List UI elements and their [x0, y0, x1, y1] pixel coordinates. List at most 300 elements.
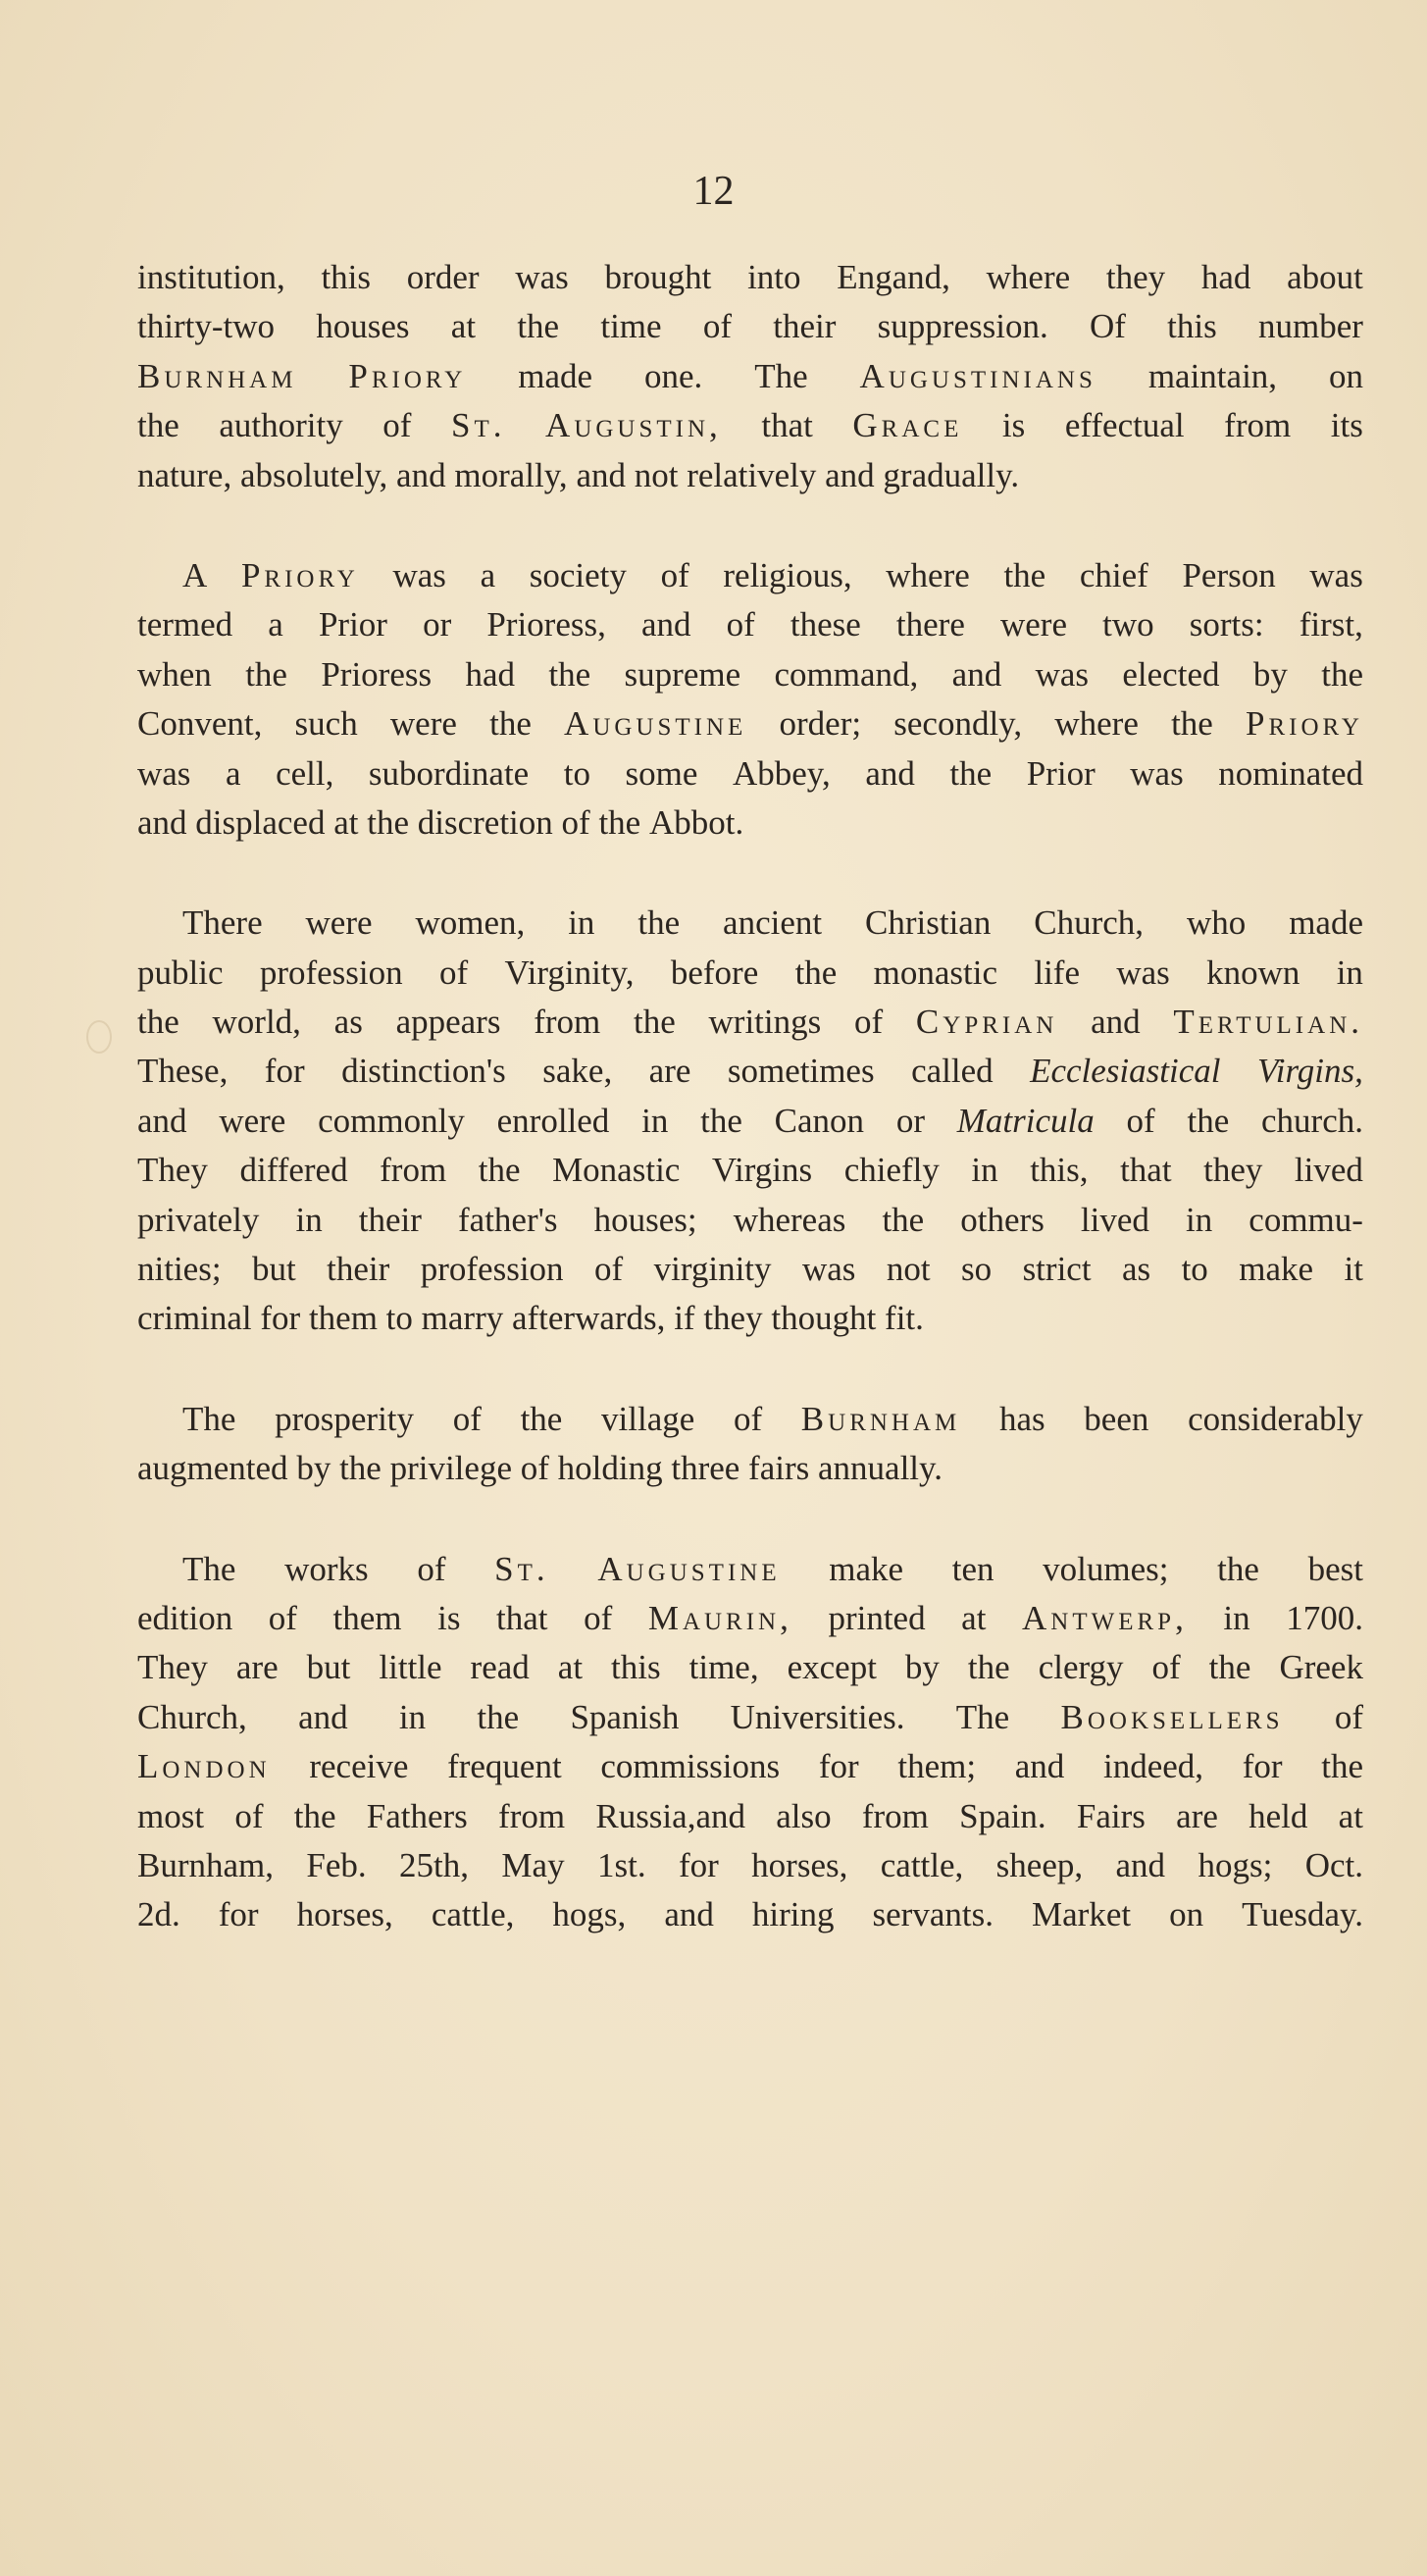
word: The — [955, 1697, 1010, 1736]
word: of — [382, 406, 412, 445]
word: Of — [1089, 307, 1126, 346]
word: Prior — [1026, 753, 1096, 793]
word: into — [747, 258, 801, 296]
word: time — [600, 307, 662, 346]
word: Burnham — [137, 356, 297, 395]
word: suppression. — [877, 307, 1048, 346]
paragraph — [137, 551, 1363, 848]
word: horses, — [751, 1845, 848, 1884]
word: were — [999, 605, 1067, 644]
word: they — [1105, 258, 1166, 296]
word: strict — [1022, 1250, 1092, 1289]
word: from — [380, 1151, 447, 1190]
word: and — [396, 455, 446, 494]
word: about — [1287, 258, 1363, 296]
word: from — [1224, 406, 1292, 445]
word: on — [1169, 1895, 1204, 1934]
word: of — [660, 555, 689, 594]
word: time, — [688, 1648, 759, 1687]
word: discretion — [417, 802, 553, 842]
word: The — [182, 1399, 236, 1438]
word: called — [911, 1052, 994, 1091]
paragraph — [137, 253, 1363, 500]
word: from — [498, 1796, 566, 1835]
word: sheep, — [995, 1845, 1084, 1884]
word: and — [865, 753, 915, 793]
word: virginity — [653, 1250, 772, 1289]
word: if — [674, 1299, 695, 1338]
text-block — [137, 253, 1363, 1991]
paragraph — [137, 899, 1363, 1344]
text-line — [137, 253, 1363, 302]
word: at — [961, 1598, 987, 1637]
word: was — [1309, 555, 1363, 594]
word: appears — [395, 1003, 501, 1042]
word: nature, — [137, 455, 232, 494]
word: cell, — [276, 753, 334, 793]
word: village — [601, 1399, 695, 1438]
word: and — [576, 455, 626, 494]
text-line — [137, 551, 1363, 600]
word: criminal — [137, 1299, 252, 1338]
word: of — [726, 605, 755, 644]
word: was — [392, 555, 446, 594]
paragraph — [137, 1395, 1363, 1494]
word: that — [1120, 1151, 1172, 1190]
word: the — [1003, 555, 1046, 594]
word: that — [496, 1598, 548, 1637]
word: at — [333, 802, 359, 842]
word: most — [137, 1796, 205, 1835]
word: except — [787, 1648, 877, 1687]
word: servants. — [872, 1895, 994, 1934]
text-line — [137, 1841, 1363, 1890]
word: these — [790, 605, 861, 644]
word: the — [339, 1449, 382, 1488]
word: this — [321, 258, 372, 296]
word: by — [1252, 654, 1288, 694]
word: commonly — [318, 1101, 465, 1140]
word: are — [1176, 1796, 1218, 1835]
word: as — [333, 1003, 363, 1042]
word: lived — [1080, 1200, 1149, 1239]
word: gradually. — [883, 455, 1020, 494]
word: and — [1091, 1003, 1141, 1042]
word: number — [1258, 307, 1363, 346]
word: Augustinians — [859, 356, 1096, 395]
word: houses — [316, 307, 410, 346]
word: in — [971, 1151, 998, 1190]
word: of — [733, 1399, 763, 1438]
word: morally, — [454, 455, 568, 494]
word: absolutely, — [239, 455, 388, 494]
word: Priory — [1246, 704, 1363, 744]
word: from — [534, 1003, 601, 1042]
word: by — [904, 1648, 940, 1687]
word: nities; — [137, 1250, 222, 1289]
paper-blemish — [86, 1020, 112, 1054]
word: 25th, — [399, 1845, 470, 1884]
word: there — [895, 605, 965, 644]
word: command, — [774, 654, 919, 694]
word: society — [529, 555, 627, 594]
word: Market — [1032, 1895, 1132, 1934]
word: but — [306, 1648, 351, 1687]
word: Monastic — [552, 1151, 681, 1190]
word: the — [882, 1200, 925, 1239]
word: who — [1186, 903, 1247, 943]
word: to — [1181, 1250, 1208, 1289]
word: Fathers — [366, 1796, 468, 1835]
text-line — [137, 799, 1363, 848]
word: Tertulian. — [1173, 1003, 1363, 1042]
text-line — [137, 1742, 1363, 1791]
word: the — [1321, 654, 1363, 694]
text-line — [137, 1545, 1363, 1594]
word: they — [703, 1299, 763, 1338]
word: of — [1126, 1101, 1155, 1140]
word: for — [678, 1845, 719, 1884]
word: such — [294, 704, 358, 744]
word: at — [1338, 1796, 1363, 1835]
word: They — [137, 1151, 208, 1190]
word: Augustin, — [545, 406, 722, 445]
word: a — [225, 753, 241, 793]
word: cattle, — [880, 1845, 964, 1884]
word: little — [379, 1648, 442, 1687]
word: horses, — [296, 1895, 393, 1934]
word: Virgins, — [1256, 1052, 1363, 1091]
word: father's — [458, 1200, 558, 1239]
word: authority — [219, 406, 343, 445]
word: These, — [137, 1052, 229, 1091]
word: was — [801, 1250, 856, 1289]
word: the — [949, 753, 993, 793]
word: clergy — [1038, 1648, 1124, 1687]
word: are — [235, 1648, 279, 1687]
text-line — [137, 1395, 1363, 1444]
text-line — [137, 1693, 1363, 1742]
word: Tuesday. — [1242, 1895, 1363, 1934]
text-line — [137, 1047, 1363, 1096]
word: chief — [1079, 555, 1148, 594]
word: for — [818, 1747, 859, 1786]
word: Prior — [318, 605, 387, 644]
word: the — [477, 1697, 520, 1736]
word: monastic — [873, 953, 998, 992]
word: Greek — [1279, 1648, 1363, 1687]
text-line — [137, 600, 1363, 649]
word: when — [137, 654, 212, 694]
word: or — [423, 605, 452, 644]
word: in — [295, 1200, 323, 1239]
word: afterwards, — [511, 1299, 666, 1338]
word: St. — [494, 1549, 549, 1588]
word: marry — [421, 1299, 504, 1338]
word: three — [671, 1449, 740, 1488]
word: printed — [828, 1598, 926, 1637]
word: and — [951, 654, 1002, 694]
word: institution, — [137, 258, 285, 296]
word: the — [598, 802, 641, 842]
word: others — [960, 1200, 1045, 1239]
word: been — [1084, 1399, 1149, 1438]
word: privately — [137, 1200, 260, 1239]
word: thirty-two — [137, 307, 275, 346]
word: Grace — [852, 406, 963, 445]
word: not — [634, 455, 679, 494]
word: this, — [1030, 1151, 1089, 1190]
word: on — [1328, 356, 1363, 395]
text-line — [137, 1245, 1363, 1294]
word: Booksellers — [1060, 1697, 1284, 1736]
word: indeed, — [1102, 1747, 1204, 1786]
text-line — [137, 302, 1363, 351]
word: from — [861, 1796, 929, 1835]
word: holding — [557, 1449, 663, 1488]
word: elected — [1122, 654, 1220, 694]
word: to — [385, 1299, 413, 1338]
word: the — [1171, 704, 1213, 744]
word: whereas — [733, 1200, 846, 1239]
word: of — [561, 802, 590, 842]
word: where — [1054, 704, 1139, 744]
word: were — [305, 903, 373, 943]
word: world, — [212, 1003, 301, 1042]
text-line — [137, 1294, 1363, 1343]
text-line — [137, 899, 1363, 948]
word: in — [568, 903, 595, 943]
word: May — [501, 1845, 565, 1884]
word: the — [967, 1648, 1010, 1687]
word: relatively — [687, 455, 817, 494]
word: a — [480, 555, 496, 594]
text-line — [137, 998, 1363, 1047]
word: the — [293, 1796, 336, 1835]
word: in — [1185, 1200, 1213, 1239]
word: Universities. — [730, 1697, 905, 1736]
word: profession — [420, 1250, 564, 1289]
word: of — [1334, 1697, 1363, 1736]
word: receive — [309, 1747, 409, 1786]
word: the — [478, 1151, 521, 1190]
word: two — [1102, 605, 1154, 644]
word: Spain. — [959, 1796, 1046, 1835]
word: this — [1167, 307, 1217, 346]
word: made — [1289, 903, 1363, 943]
word: their — [358, 1200, 422, 1239]
word: distinction's — [341, 1052, 506, 1091]
word: differed — [239, 1151, 348, 1190]
word: ancient — [723, 903, 823, 943]
word: order; — [779, 704, 862, 744]
word: and — [664, 1895, 714, 1934]
word: the — [794, 953, 838, 992]
word: a — [268, 605, 283, 644]
word: displaced — [195, 802, 326, 842]
text-line — [137, 451, 1363, 500]
word: at — [557, 1648, 584, 1687]
word: in — [641, 1101, 669, 1140]
word: the — [489, 704, 532, 744]
word: for — [1242, 1747, 1283, 1786]
word: volumes; — [1043, 1549, 1169, 1588]
word: of — [268, 1598, 297, 1637]
word: are — [648, 1052, 691, 1091]
word: or — [895, 1101, 925, 1140]
word: cattle, — [431, 1895, 515, 1934]
word: and — [825, 455, 875, 494]
word: Christian — [865, 903, 992, 943]
word: its — [1330, 406, 1363, 445]
word: is — [1001, 406, 1026, 445]
word: the — [137, 1003, 179, 1042]
word: termed — [137, 605, 233, 644]
word: brought — [604, 258, 712, 296]
word: Convent, — [137, 704, 263, 744]
word: Church, — [1034, 903, 1145, 943]
word: the — [637, 903, 681, 943]
word: the — [137, 406, 179, 445]
word: of — [584, 1598, 613, 1637]
word: their — [327, 1250, 390, 1289]
word: London — [137, 1747, 271, 1786]
word: secondly, — [893, 704, 1023, 744]
word: Virgins — [711, 1151, 813, 1190]
word: held — [1249, 1796, 1308, 1835]
word: the — [1208, 1648, 1251, 1687]
word: 2d. — [137, 1895, 180, 1934]
word: had — [1200, 258, 1251, 296]
word: where — [986, 258, 1071, 296]
word: and — [137, 802, 187, 842]
text-line — [137, 650, 1363, 699]
word: subordinate — [368, 753, 530, 793]
word: their — [773, 307, 837, 346]
word: of — [1151, 1648, 1181, 1687]
word: There — [182, 903, 263, 943]
word: annually. — [818, 1449, 943, 1488]
word: but — [252, 1250, 296, 1289]
word: to — [563, 753, 590, 793]
word: The — [754, 356, 808, 395]
word: maintain, — [1147, 356, 1278, 395]
word: church. — [1261, 1101, 1363, 1140]
word: supreme — [624, 654, 741, 694]
word: sake, — [542, 1052, 613, 1091]
word: life — [1034, 953, 1080, 992]
word: the — [517, 307, 560, 346]
text-line — [137, 949, 1363, 998]
word: works — [284, 1549, 369, 1588]
word: the — [367, 802, 410, 842]
word: and — [298, 1697, 348, 1736]
word: where — [886, 555, 970, 594]
word: profession — [259, 953, 403, 992]
word: the — [548, 654, 591, 694]
word: were — [389, 704, 457, 744]
word: religious, — [723, 555, 852, 594]
word: Fairs — [1076, 1796, 1146, 1835]
word: them — [332, 1598, 402, 1637]
word: make — [829, 1549, 904, 1588]
word: order — [406, 258, 480, 296]
word: that — [761, 406, 813, 445]
text-line — [137, 1594, 1363, 1643]
word: A — [182, 555, 208, 594]
word: and — [1115, 1845, 1166, 1884]
word: effectual — [1064, 406, 1185, 445]
word: Priory — [348, 356, 467, 395]
text-line — [137, 401, 1363, 450]
word: best — [1307, 1549, 1363, 1588]
word: Cyprian — [915, 1003, 1058, 1042]
word: hogs; — [1198, 1845, 1273, 1884]
word: 1st. — [596, 1845, 646, 1884]
word: first, — [1299, 605, 1363, 644]
word: and — [640, 605, 691, 644]
word: is — [437, 1598, 461, 1637]
word: by — [296, 1449, 331, 1488]
word: of — [594, 1250, 624, 1289]
word: them — [308, 1299, 378, 1338]
text-line — [137, 1792, 1363, 1841]
word: of — [520, 1449, 549, 1488]
word: was — [1130, 753, 1184, 793]
word: in — [1223, 1598, 1250, 1637]
word: St. — [450, 406, 506, 445]
paragraph — [137, 1545, 1363, 1940]
word: Augustine — [564, 704, 747, 744]
text-line — [137, 1643, 1363, 1692]
word: so — [961, 1250, 993, 1289]
word: The — [182, 1549, 236, 1588]
word: them; — [897, 1747, 977, 1786]
text-line — [137, 1444, 1363, 1493]
word: fairs — [748, 1449, 810, 1488]
word: Antwerp, — [1022, 1598, 1188, 1637]
word: Engand, — [837, 258, 950, 296]
word: this — [611, 1648, 661, 1687]
word: the — [245, 654, 287, 694]
word: sometimes — [727, 1052, 875, 1091]
word: Abbey, — [732, 753, 831, 793]
word: prosperity — [275, 1399, 415, 1438]
word: was — [1116, 953, 1170, 992]
word: privilege — [389, 1449, 512, 1488]
word: enrolled — [496, 1101, 610, 1140]
word: Abbot. — [648, 802, 744, 842]
word: the — [520, 1399, 563, 1438]
word: for — [218, 1895, 259, 1934]
word: 1700. — [1286, 1598, 1363, 1637]
word: nominated — [1218, 753, 1363, 793]
page-number: 12 — [692, 169, 735, 214]
word: edition — [137, 1598, 233, 1637]
text-line — [137, 1146, 1363, 1195]
word: fit. — [885, 1299, 924, 1338]
word: and — [1014, 1747, 1065, 1786]
word: before — [670, 953, 759, 992]
word: They — [137, 1648, 208, 1687]
word: Augustine — [597, 1549, 781, 1588]
word: were — [219, 1101, 286, 1140]
word: hiring — [751, 1895, 835, 1934]
word: had — [465, 654, 516, 694]
word: Virginity, — [504, 953, 635, 992]
word: in — [1336, 953, 1363, 992]
word: Feb. — [306, 1845, 367, 1884]
